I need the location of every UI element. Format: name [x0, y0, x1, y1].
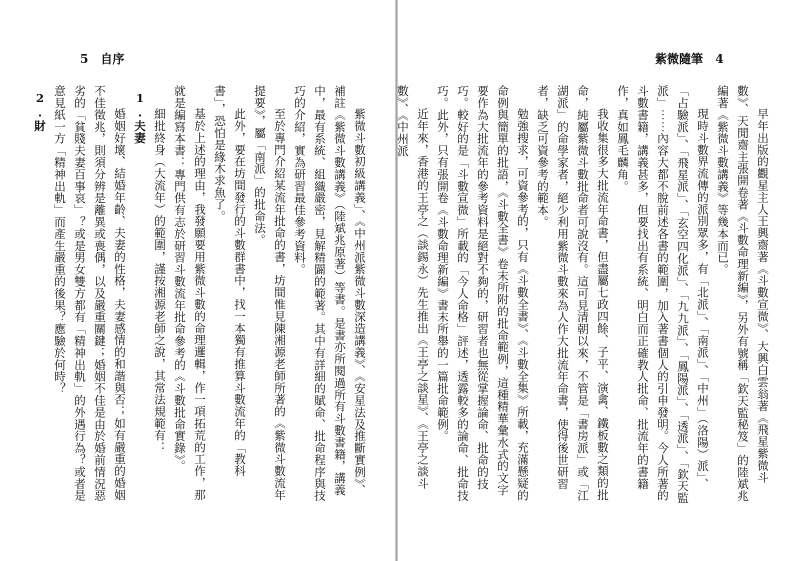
right-paragraph: 早年出版的觀星主人王興齋著《斗數宣微》、大興白雲翁著《飛星紫微斗數》、天閒齋主張開卷著《斗數命理新編》，另外有號稱「欽天監秘笈」的陸斌兆編著《紫微斗數講義》等幾本而已。 — [716, 85, 770, 502]
left-page-header — [80, 50, 133, 67]
left-running-title: 自序 — [100, 52, 125, 66]
left-paragraph: 此外，要在坊間發行的斗數群書中，找一本獨有推算斗數流年的「教科書」，恐怕是緣木求魚了。 — [213, 85, 247, 477]
section-heading: 1.夫妻 — [133, 91, 147, 144]
left-paragraph: 基於上述的理由，我發願要用紫微斗數的命理邏輯，作一項拓荒的工作，那就是編寫本書：專門供有志於研習斗數流年批命參考的《斗數批命實錄》。 — [173, 85, 207, 501]
right-paragraph: 近年來，香港的王亭之（談錫永）先生推出《王亭之談星》、《王亭之談斗數》、《中州派 — [396, 85, 430, 490]
left-page — [0, 0, 396, 561]
left-paragraph: 至於專門介紹某流年批命的書，坊間惟見陳湘源老師所著的《紫微斗數流年提要》，屬「南派」的批命法。 — [253, 85, 287, 501]
right-page-body — [396, 85, 773, 505]
right-paragraph: 勉強搜求，可資參考的，只有《斗數全書》、《斗數全集》所載，充滿懸疑的命例與簡單的批語，《斗數全書》卷末所附的批命範例，這種精華彙水式的文字要作為大批流年的參考資料是絕對不夠的，研習者也無從掌握論命、批命的技巧。較好的是「斗數宣微」所載的「今人命格」評述，透露較多的論命、批命技巧。此外，只有張開卷《斗數命理新編》書末所舉的一篇批命範例。 — [436, 85, 530, 502]
right-page-header — [655, 50, 732, 67]
right-paragraph: 我收集很多大批流年命書，但盡屬七政四餘、子平、演禽、鐵板數之類的批命，純屬紫微斗數批命者可說沒有。這可見清朝以來，不管是「書房派」或「江湖派」的命學家者，絕少利用紫微斗數來為人作大批流年命書，使得後世研習者，缺乏可資參考的範本。 — [536, 85, 610, 502]
left-page-body — [33, 85, 370, 505]
left-paragraph: 細批終身（大流年）的範圍，謹按湘源老師之說，其常法規範有： — [153, 108, 167, 454]
left-page-number: 5 — [80, 52, 89, 66]
right-paragraph: 現時斗數界流傳的派別眾多，有「北派」、「南派」、「中州」（洛陽）派」、「占驗派」、「飛星派」、「玄空四化派」、「九九派」、「鳳陽派」、「透派」、「欽天監派」⋯⋯內容大都不脫前述各書的範圍，加入著書個人的引申發明。今人所著的斗數書籍，講義甚多，但要找出有系統、明白而正確教人批命、批流年的書籍作，真如鳳毛麟角。 — [616, 85, 710, 504]
left-paragraph: 婚姻好壞、結婚年齡、夫妻的性格，夫妻感情的和諧與否；如有嚴重的婚姻不佳徵兆，則須分辨是離異或喪偶，以及嚴重關鍵；婚姻不佳是由於婚前情況惡劣的「貧賤夫妻百事哀」？或是男女雙方都有「精神出軌」的外遇行為？或者是意見紙一方「精神出軌」而產生嚴重的後果？應驗於何時？ — [53, 85, 127, 502]
left-paragraph: 紫微斗數初級講義」、《中州派紫微斗數深造講義》、《安星法及推斷實例》、補註《紫微斗數講義》（陸斌兆原著）等書。是書亦所閱過所有斗數書籍，講義中，最有系統、組織嚴密，見解精闢的範著。其中有詳細的賦命、批命程序與技巧的介紹，實為研習最佳參考資料。 — [293, 85, 367, 502]
right-page — [397, 0, 793, 561]
section-heading: 2.財 — [33, 91, 47, 132]
right-page-number: 4 — [715, 52, 724, 66]
right-running-title: 紫微隨筆 — [655, 52, 704, 66]
